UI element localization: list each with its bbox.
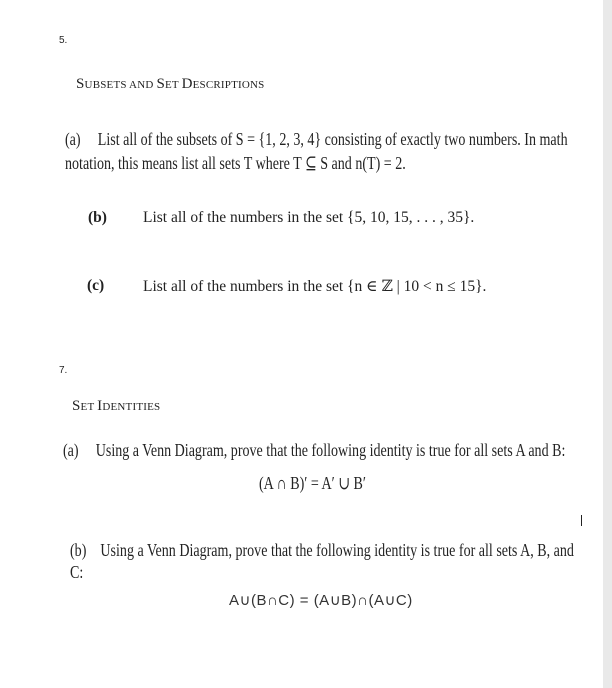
q7a-text: Using a Venn Diagram, prove that the following identity is true for all sets A and B: [95,440,566,460]
q7b-label: (b) [70,540,87,560]
q5-heading: SUBSETS AND SET DESCRIPTIONS [76,76,265,92]
q7a-label: (a) [63,440,79,460]
q7a-formula: (A ∩ B)′ = A′ ∪ B′ [259,473,366,493]
q5a-text-line1: List all of the subsets of S = {1, 2, 3, 4} consisting of exactly two numbers. In math [97,129,568,149]
q7b-line2: C: [70,562,84,582]
q5a-label: (a) [65,129,81,149]
q5a-line2: notation, this means list all sets T where T ⊆ S and n(T) = 2. [65,153,406,173]
page-right-edge [603,0,612,688]
q7a-line [63,440,565,461]
q5b-label: (b) [88,209,107,226]
q5b-text: List all of the numbers in the set {5, 10, 15, . . . , 35}. [143,209,475,226]
question-number-7: 7. [59,365,68,376]
q7-heading: SET IDENTITIES [72,398,161,414]
q5a-line1 [65,129,568,150]
q7b-line1 [70,540,574,561]
q7b-text-line1: Using a Venn Diagram, prove that the following identity is true for all sets A, B, and [100,540,574,560]
q5c-text: List all of the numbers in the set {n ∈ ℤ | 10 < n ≤ 15}. [143,278,487,295]
q5c-label: (c) [87,277,105,294]
question-number-5: 5. [59,35,68,46]
q7b-formula: A∪(B∩C) = (A∪B)∩(A∪C) [229,592,413,609]
text-cursor [581,515,582,526]
